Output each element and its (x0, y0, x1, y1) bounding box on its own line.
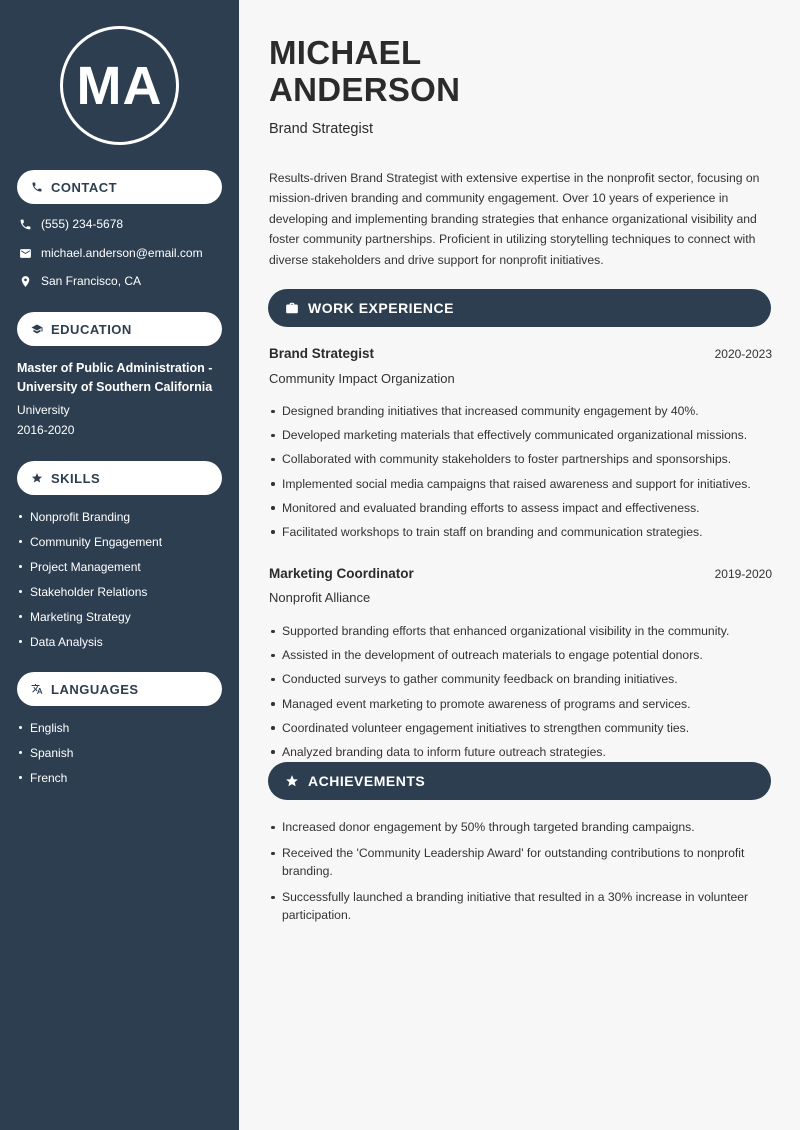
job-header (269, 566, 772, 581)
email-value[interactable]: michael.anderson@email.com (41, 246, 203, 260)
job-dates: 2019-2020 (714, 566, 772, 581)
candidate-title: Brand Strategist (269, 121, 373, 137)
job-bullets (270, 622, 775, 767)
job-bullets (270, 402, 775, 547)
job-bullet: Analyzed branding data to inform future outreach strategies. (270, 743, 775, 761)
contact-location (18, 274, 141, 288)
sidebar (0, 0, 239, 1130)
location-pin-icon (18, 274, 32, 288)
achievement-item: Received the 'Community Leadership Award' for outstanding contributions to nonprofit branding. (270, 844, 775, 880)
email-icon (18, 246, 32, 260)
skills-heading-label: SKILLS (51, 470, 101, 486)
name-first: MICHAEL (269, 34, 422, 71)
education-type: University (17, 403, 70, 417)
skills-heading (17, 461, 222, 495)
phone-icon (31, 181, 43, 193)
contact-email (18, 246, 203, 260)
job-organization: Community Impact Organization (269, 371, 455, 386)
skill-item: Community Engagement (19, 529, 162, 554)
language-item: English (19, 715, 73, 740)
skill-item: Nonprofit Branding (19, 504, 162, 529)
job-dates: 2020-2023 (714, 346, 772, 361)
graduation-cap-icon (31, 323, 43, 335)
achievement-item: Increased donor engagement by 50% through targeted branding campaigns. (270, 818, 775, 836)
job-header (269, 346, 772, 361)
star-icon (285, 774, 299, 788)
languages-list (19, 715, 73, 790)
job-role: Brand Strategist (269, 346, 375, 361)
skill-item: Project Management (19, 554, 162, 579)
education-heading-label: EDUCATION (51, 321, 132, 337)
skill-item: Stakeholder Relations (19, 579, 162, 604)
work-experience-heading (268, 289, 771, 327)
achievements-heading-label: ACHIEVEMENTS (308, 773, 426, 789)
phone-icon (18, 217, 32, 231)
languages-heading-label: LANGUAGES (51, 681, 139, 697)
name-last: ANDERSON (269, 71, 461, 108)
candidate-name (269, 34, 460, 108)
job-bullet: Designed branding initiatives that increased community engagement by 40%. (270, 402, 775, 420)
job-bullet: Collaborated with community stakeholders to foster partnerships and sponsorships. (270, 450, 775, 468)
location-value: San Francisco, CA (41, 274, 142, 288)
contact-heading-label: CONTACT (51, 179, 118, 195)
job-bullet: Monitored and evaluated branding efforts to assess impact and effectiveness. (270, 499, 775, 517)
achievements-list (270, 818, 775, 932)
education-years: 2016-2020 (17, 423, 75, 437)
translate-icon (31, 683, 43, 695)
language-item: Spanish (19, 740, 73, 765)
languages-heading (17, 672, 222, 706)
star-icon (31, 472, 43, 484)
job-bullet: Supported branding efforts that enhanced organizational visibility in the community. (270, 622, 775, 640)
skill-item: Data Analysis (19, 629, 162, 654)
briefcase-icon (285, 301, 299, 315)
education-heading (17, 312, 222, 346)
job-organization: Nonprofit Alliance (269, 590, 371, 605)
contact-phone (18, 217, 123, 231)
language-item: French (19, 765, 73, 790)
phone-value: (555) 234-5678 (41, 217, 124, 231)
main-content (239, 0, 800, 1130)
job-bullet: Conducted surveys to gather community feedback on branding initiatives. (270, 670, 775, 688)
job-bullet: Assisted in the development of outreach materials to engage potential donors. (270, 646, 775, 664)
job-bullet: Facilitated workshops to train staff on branding and communication strategies. (270, 523, 775, 541)
achievement-item: Successfully launched a branding initiative that resulted in a 30% increase in volunteer participation. (270, 888, 775, 924)
achievements-heading (268, 762, 771, 800)
skill-item: Marketing Strategy (19, 604, 162, 629)
job-bullet: Coordinated volunteer engagement initiatives to strengthen community ties. (270, 719, 775, 737)
job-bullet: Managed event marketing to promote awareness of programs and services. (270, 695, 775, 713)
job-bullet: Implemented social media campaigns that raised awareness and support for initiatives. (270, 475, 775, 493)
job-bullet: Developed marketing materials that effectively communicated organizational missions. (270, 426, 775, 444)
education-degree: Master of Public Administration - University of Southern California (17, 361, 213, 394)
work-experience-heading-label: WORK EXPERIENCE (308, 300, 454, 316)
job-role: Marketing Coordinator (269, 566, 414, 581)
contact-heading (17, 170, 222, 204)
profile-summary: Results-driven Brand Strategist with extensive expertise in the nonprofit sector, focusing on mission-driven branding and community engagement. Over 10 years of experience in developing and implementing branding strategies that enhance organizational visibility and foster community partnerships. Proficient in utilizing storytelling techniques to connect with diverse stakeholders and drive support for nonprofit initiatives. (269, 171, 760, 267)
monogram-avatar: MA (60, 26, 179, 145)
skills-list (19, 504, 162, 654)
